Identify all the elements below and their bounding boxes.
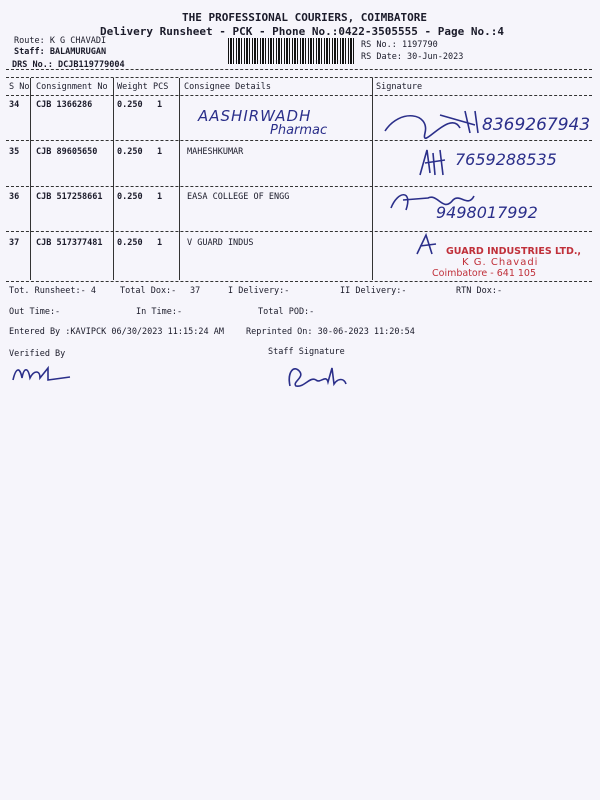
barcode <box>228 38 356 64</box>
row-pcs: 1 <box>157 147 163 157</box>
divider <box>6 95 592 96</box>
verified-by-label: Verified By <box>9 349 66 359</box>
signature-phone: 9498017992 <box>436 203 538 222</box>
row-sno: 36 <box>9 192 20 202</box>
in-time: In Time:- <box>136 307 183 317</box>
row-consignee: EASA COLLEGE OF ENGG <box>187 192 290 202</box>
out-time: Out Time:- <box>9 307 61 317</box>
company-title: THE PROFESSIONAL COURIERS, COIMBATORE <box>182 11 428 24</box>
rs-number: RS No.: 1197790 <box>361 40 438 50</box>
i-delivery: I Delivery:- <box>228 286 290 296</box>
signature-scribble <box>414 232 444 258</box>
route-label: Route: K G CHAVADI <box>14 36 107 46</box>
column-rule <box>30 78 31 280</box>
divider <box>6 140 592 141</box>
divider <box>6 77 592 78</box>
reprinted-on: Reprinted On: 30-06-2023 11:20:54 <box>246 327 415 337</box>
col-consignee: Consignee Details <box>184 82 271 92</box>
rtn-dox: RTN Dox:- <box>456 286 503 296</box>
row-sno: 35 <box>9 147 20 157</box>
company-stamp-line2: K G. Chavadi <box>462 257 539 268</box>
divider <box>6 231 592 232</box>
row-weight: 0.250 <box>117 238 143 248</box>
runsheet-subtitle: Delivery Runsheet - PCK - Phone No.:0422-3505555 - Page No.:4 <box>100 25 504 38</box>
column-rule <box>372 78 373 280</box>
signature-scribble <box>380 103 490 143</box>
rs-date: RS Date: 30-Jun-2023 <box>361 52 464 62</box>
row-weight: 0.250 <box>117 100 143 110</box>
column-rule <box>113 78 114 280</box>
col-pcs: PCS <box>153 82 169 92</box>
verifier-signature <box>10 362 80 384</box>
col-sno: S No <box>9 82 30 92</box>
staff-label: Staff: BALAMURUGAN <box>14 47 107 57</box>
staff-signature-label: Staff Signature <box>268 347 345 357</box>
row-consignee: MAHESHKUMAR <box>187 147 244 157</box>
col-weight: Weight <box>117 82 148 92</box>
divider <box>6 281 592 282</box>
row-consignment: CJB 89605650 <box>36 147 98 157</box>
column-rule <box>179 78 180 280</box>
row-consignment: CJB 517258661 <box>36 192 103 202</box>
row-consignee: V GUARD INDUS <box>187 238 254 248</box>
row-consignment: CJB 1366286 <box>36 100 93 110</box>
total-dox-label: Total Dox:- <box>120 286 177 296</box>
company-stamp-line3: Coimbatore - 641 105 <box>432 268 537 279</box>
row-sno: 37 <box>9 238 20 248</box>
signature-scribble <box>415 145 455 180</box>
entered-by: Entered By :KAVIPCK 06/30/2023 11:15:24 AM <box>9 327 224 337</box>
col-consignment: Consignment No <box>36 82 108 92</box>
handwritten-consignee: AASHIRWADH <box>198 107 312 125</box>
row-weight: 0.250 <box>117 192 143 202</box>
signature-phone: 8369267943 <box>482 115 591 135</box>
row-sno: 34 <box>9 100 20 110</box>
total-dox-value: 37 <box>190 286 201 296</box>
total-runsheet: Tot. Runsheet:- 4 <box>9 286 96 296</box>
staff-signature <box>282 362 352 390</box>
row-weight: 0.250 <box>117 147 143 157</box>
col-signature: Signature <box>376 82 423 92</box>
row-pcs: 1 <box>157 100 163 110</box>
row-pcs: 1 <box>157 238 163 248</box>
divider <box>6 69 592 70</box>
signature-phone: 7659288535 <box>455 150 557 169</box>
ii-delivery: II Delivery:- <box>340 286 407 296</box>
total-pod: Total POD:- <box>258 307 315 317</box>
divider <box>6 186 592 187</box>
drs-number: DRS No.: DCJB119779004 <box>12 60 125 70</box>
company-stamp-line1: GUARD INDUSTRIES LTD., <box>446 246 582 257</box>
row-consignment: CJB 517377481 <box>36 238 103 248</box>
row-pcs: 1 <box>157 192 163 202</box>
handwritten-consignee-2: Pharmac <box>270 123 328 138</box>
